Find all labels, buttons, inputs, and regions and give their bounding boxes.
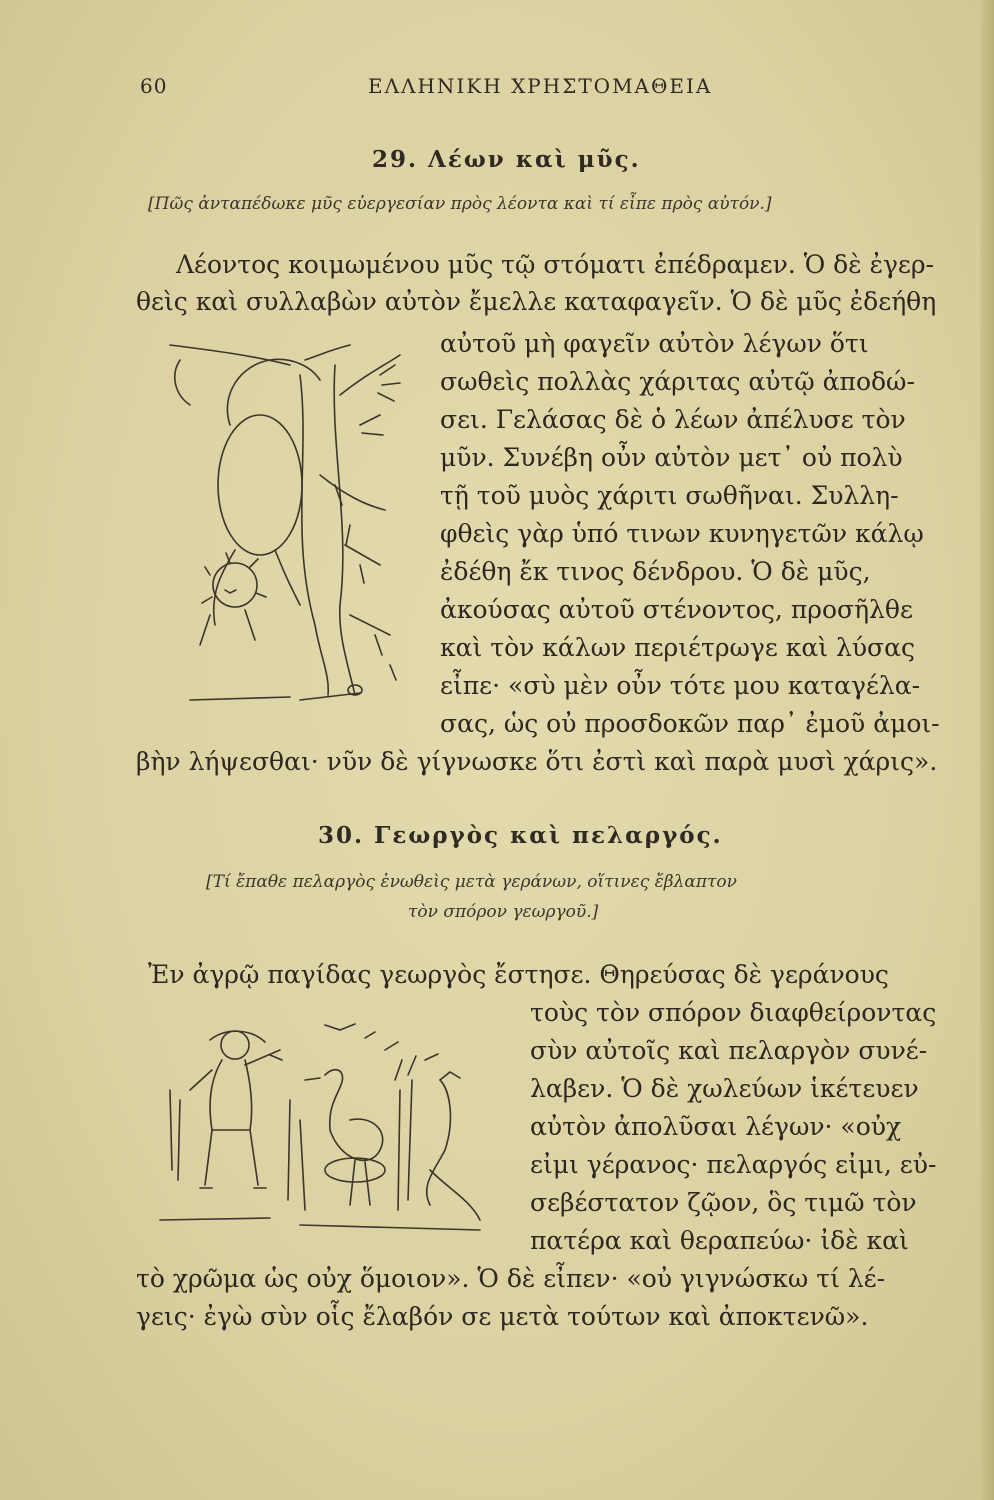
fable-30-title: 30. Γεωργὸς καὶ πελαργός. <box>318 822 723 849</box>
fable-30-subtitle-line: [Τί ἔπαθε πελαργὸς ἐνωθεὶς μετὰ γεράνων, οἵτινες ἔβλαπτον <box>206 872 737 892</box>
text-line: εἶπε· «σὺ μὲν οὖν τότε μου καταγέλα- <box>440 671 921 700</box>
fable-30-subtitle-line: τὸν σπόρον γεωργοῦ.] <box>408 902 599 922</box>
page-edge <box>980 0 994 1500</box>
text-line: τὸ χρῶμα ὡς οὐχ ὅμοιον». Ὁ δὲ εἶπεν· «οὐ γιγνώσκω τί λέ- <box>136 1264 886 1293</box>
lion-and-mouse-illustration <box>150 335 420 715</box>
text-line: σωθεὶς πολλὰς χάριτας αὐτῷ ἀποδώ- <box>440 367 915 396</box>
text-line: ἀκούσας αὐτοῦ στένοντος, προσῆλθε <box>440 595 913 624</box>
text-line: σὺν αὐτοῖς καὶ πελαργὸν συνέ- <box>530 1036 928 1065</box>
text-line: τοὺς τὸν σπόρον διαφθείροντας <box>530 998 937 1027</box>
text-line: γεις· ἐγὼ σὺν οἷς ἔλαβόν σε μετὰ τούτων καὶ ἀποκτενῶ». <box>136 1302 869 1331</box>
text-line: λαβεν. Ὁ δὲ χωλεύων ἱκέτευεν <box>530 1074 919 1103</box>
text-line: εἰμι γέρανος· πελαργός εἰμι, εὐ- <box>530 1150 937 1179</box>
text-line: θεὶς καὶ συλλαβὼν αὐτὸν ἔμελλε καταφαγεῖν. Ὁ δὲ μῦς ἐδεήθη <box>136 287 937 316</box>
text-line: ἐδέθη ἔκ τινος δένδρου. Ὁ δὲ μῦς, <box>440 557 871 586</box>
text-line: τῇ τοῦ μυὸς χάριτι σωθῆναι. Συλλη- <box>440 481 899 510</box>
fable-29-subtitle: [Πῶς ἀνταπέδωκε μῦς εὐεργεσίαν πρὸς λέοντα καὶ τί εἶπε πρὸς αὐτόν.] <box>148 194 772 214</box>
text-line: Λέοντος κοιμωμένου μῦς τῷ στόματι ἐπέδραμεν. Ὁ δὲ ἐγερ- <box>176 250 935 279</box>
text-line: καὶ τὸν κάλων περιέτρωγε καὶ λύσας <box>440 633 915 662</box>
text-line: αὐτὸν ἀπολῦσαι λέγων· «οὐχ <box>530 1112 902 1141</box>
text-line: βὴν λήψεσθαι· νῦν δὲ γίγνωσκε ὅτι ἐστὶ καὶ παρὰ μυσὶ χάρις». <box>136 747 938 776</box>
text-line: Ἐν ἀγρῷ παγίδας γεωργὸς ἔστησε. Θηρεύσας δὲ γεράνους <box>148 960 889 989</box>
farmer-and-stork-illustration <box>150 1020 510 1245</box>
text-line: σει. Γελάσας δὲ ὁ λέων ἀπέλυσε τὸν <box>440 405 906 434</box>
text-line: αὐτοῦ μὴ φαγεῖν αὐτὸν λέγων ὅτι <box>440 329 869 358</box>
text-line: σεβέστατον ζῷον, ὃς τιμῶ τὸν <box>530 1188 917 1217</box>
page-number: 60 <box>140 74 168 98</box>
text-line: πατέρα καὶ θεραπεύω· ἰδὲ καὶ <box>530 1226 909 1255</box>
text-line: φθεὶς γὰρ ὑπό τινων κυνηγετῶν κάλῳ <box>440 519 924 548</box>
running-head: ΕΛΛΗΝΙΚΗ ΧΡΗΣΤΟΜΑΘΕΙΑ <box>368 74 713 98</box>
text-line: μῦν. Συνέβη οὖν αὐτὸν μετ᾽ οὐ πολὺ <box>440 443 903 472</box>
text-line: σας, ὡς οὐ προσδοκῶν παρ᾽ ἐμοῦ ἀμοι- <box>440 709 940 738</box>
fable-29-title: 29. Λέων καὶ μῦς. <box>372 146 641 173</box>
